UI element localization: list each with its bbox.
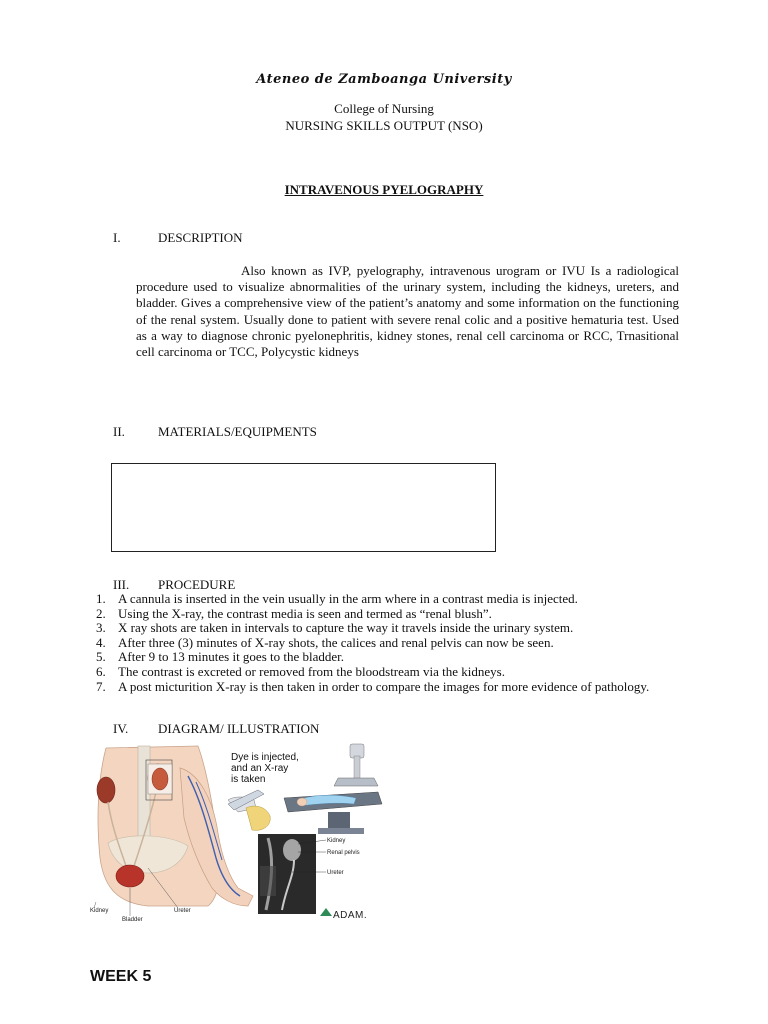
procedure-steps-list: [96, 592, 681, 694]
ivp-illustration: [88, 738, 388, 928]
label-ureter: Ureter: [174, 908, 191, 914]
procedure-step: [96, 665, 681, 680]
step-number: 1.: [96, 591, 106, 606]
section-title-description: DESCRIPTION: [158, 230, 243, 245]
section-number-procedure: III.: [113, 577, 130, 592]
step-number: 2.: [96, 605, 106, 621]
step-text: X ray shots are taken in intervals to capture the way it travels inside the urinary system.: [118, 620, 574, 636]
step-number: 5.: [96, 649, 106, 665]
label-xray-kidney: Kidney: [327, 838, 346, 844]
callout-line-1: Dye is injected,: [231, 752, 299, 763]
label-xray-renal-pelvis: Renal pelvis: [327, 850, 360, 856]
university-name: Ateneo de Zamboanga University: [256, 72, 512, 87]
step-number: 3.: [96, 620, 106, 636]
materials-box: [111, 463, 496, 552]
section-number-description: I.: [113, 230, 121, 245]
procedure-step: [96, 650, 681, 665]
kidney-left-shape: [97, 777, 115, 803]
adam-logo: [320, 908, 367, 921]
step-number: 7.: [96, 678, 106, 694]
week-label: WEEK 5: [90, 968, 152, 985]
procedure-step: [96, 680, 681, 695]
procedure-step: [96, 592, 681, 607]
label-xray-ureter: Ureter: [327, 870, 344, 876]
step-number: 4.: [96, 634, 106, 650]
label-kidney: Kidney: [90, 908, 109, 914]
callout-line-3: is taken: [231, 774, 266, 785]
bladder-shape: [116, 865, 144, 887]
xray-film-figure: [258, 834, 360, 914]
callout-line-2: and an X-ray: [231, 763, 289, 774]
college-name: College of Nursing: [334, 101, 434, 116]
program-name: NURSING SKILLS OUTPUT (NSO): [285, 118, 483, 133]
step-text: The contrast is excreted or removed from the bloodstream via the kidneys.: [118, 663, 505, 679]
step-text: After three (3) minutes of X-ray shots, the calices and renal pelvis can now be seen.: [118, 634, 554, 650]
procedure-step: [96, 607, 681, 622]
step-text: A post micturition X-ray is then taken in order to compare the images for more evidence of pathology.: [118, 678, 650, 694]
section-title-procedure: PROCEDURE: [158, 577, 236, 592]
section-number-diagram: IV.: [113, 721, 129, 736]
procedure-step: [96, 621, 681, 636]
description-text: Also known as IVP, pyelography, intravenous urogram or IVU Is a radiological procedure used to visualize abnormalities of the urinary system, including the kidneys, ureters, and bladder. Gives a comprehensive view of the patient’s anatomy and some information on the functioning of the renal system. Usually done to patient with severe renal colic and a positive hematuria test. Used as a way to diagnose chronic pyelonephritis, kidney stones, renal cell carcinoma or RCC, Trnasitional cell carcinoma or TCC, Polycystic kidneys: [136, 263, 679, 360]
description-paragraph: [136, 263, 679, 360]
step-text: After 9 to 13 minutes it goes to the bladder.: [118, 649, 345, 665]
section-title-materials: MATERIALS/EQUIPMENTS: [158, 424, 317, 439]
step-number: 6.: [96, 663, 106, 679]
step-text: A cannula is inserted in the vein usually in the arm where in a contrast media is injected.: [118, 591, 578, 606]
document-title: INTRAVENOUS PYELOGRAPHY: [284, 182, 484, 197]
section-number-materials: II.: [113, 424, 125, 439]
section-title-diagram: DIAGRAM/ ILLUSTRATION: [158, 721, 320, 736]
step-text: Using the X-ray, the contrast media is seen and termed as “renal blush”.: [118, 605, 492, 621]
procedure-step: [96, 636, 681, 651]
adam-credit: ADAM.: [333, 910, 368, 921]
label-bladder: Bladder: [122, 917, 143, 923]
